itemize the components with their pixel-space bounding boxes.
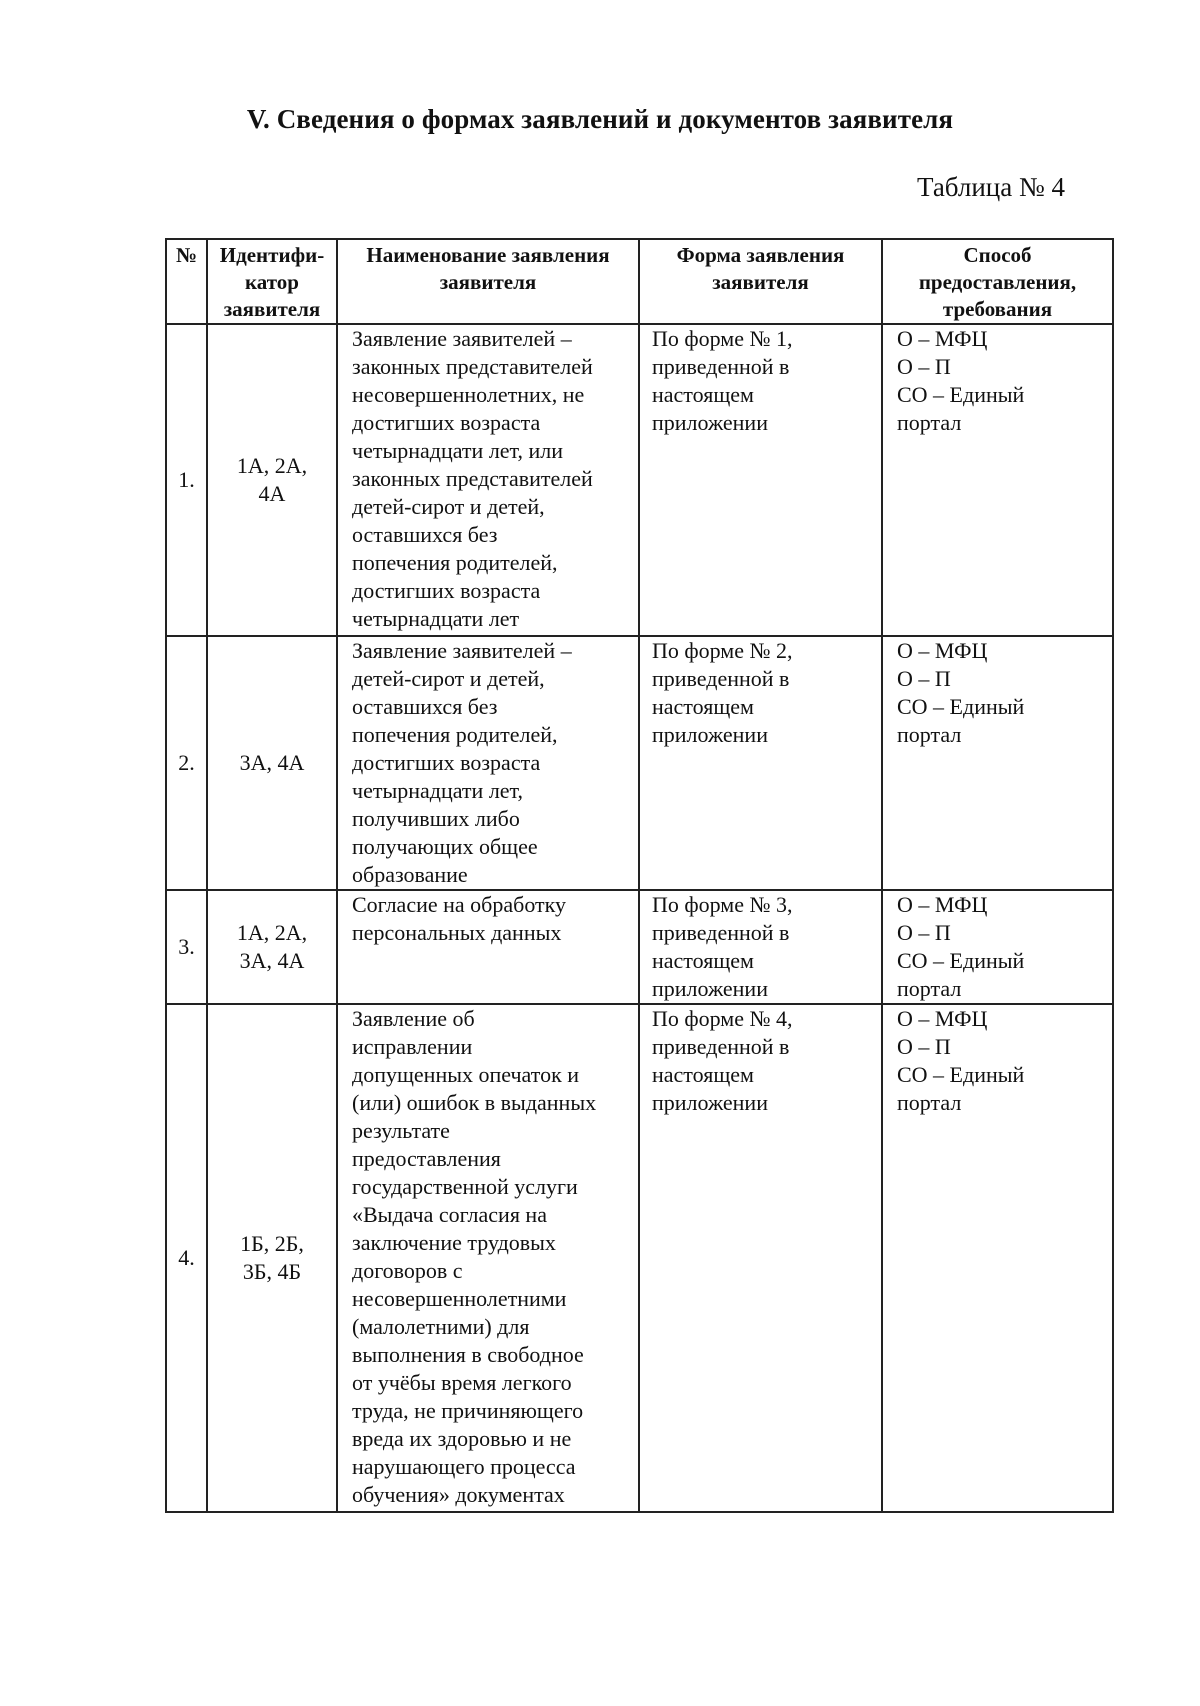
row-identifier: 1А, 2А, 4А [207,324,337,636]
row-identifier: 1А, 2А, 3А, 4А [207,890,337,1004]
row-number: 2. [166,636,207,890]
table-row [166,1004,1113,1512]
row-application-name: Заявление об исправлении допущенных опечаток и (или) ошибок в выданных результате предоставления государственной услуги «Выдача согласия на заключение трудовых договоров с несовершеннолетними (малолетними) для выполнения в свободное от учёбы время легкого труда, не причиняющего вреда их здоровью и не нарушающего процесса обучения» документах [337,1004,639,1512]
row-identifier: 1Б, 2Б, 3Б, 4Б [207,1004,337,1512]
table-row [166,636,1113,890]
page-title: V. Сведения о формах заявлений и документов заявителя [246,104,954,134]
table-row [166,324,1113,636]
row-number: 3. [166,890,207,1004]
row-application-name: Согласие на обработку персональных данных [337,890,639,1004]
header-identifier: Идентифи- катор заявителя [207,239,337,324]
header-submission-method: Способ предоставления, требования [882,239,1113,324]
table-label: Таблица № 4 [917,172,1065,202]
row-number: 4. [166,1004,207,1512]
row-submission-method: О – МФЦ О – П СО – Единый портал [882,1004,1113,1512]
table-row [166,890,1113,1004]
header-number: № [166,239,207,324]
header-application-form: Форма заявления заявителя [639,239,882,324]
row-application-form: По форме № 3, приведенной в настоящем приложении [639,890,882,1004]
row-identifier: 3А, 4А [207,636,337,890]
table-header-row [166,239,1113,324]
forms-table [165,238,1114,1513]
row-application-name: Заявление заявителей – законных представителей несовершеннолетних, не достигших возраста четырнадцати лет, или законных представителей детей-сирот и детей, оставшихся без попечения родителей, достигших возраста четырнадцати лет [337,324,639,636]
row-number: 1. [166,324,207,636]
row-submission-method: О – МФЦ О – П СО – Единый портал [882,324,1113,636]
row-application-form: По форме № 4, приведенной в настоящем приложении [639,1004,882,1512]
row-application-name: Заявление заявителей – детей-сирот и детей, оставшихся без попечения родителей, достигших возраста четырнадцати лет, получивших либо получающих общее образование [337,636,639,890]
row-application-form: По форме № 2, приведенной в настоящем приложении [639,636,882,890]
row-submission-method: О – МФЦ О – П СО – Единый портал [882,636,1113,890]
header-application-name: Наименование заявления заявителя [337,239,639,324]
row-submission-method: О – МФЦ О – П СО – Единый портал [882,890,1113,1004]
row-application-form: По форме № 1, приведенной в настоящем приложении [639,324,882,636]
